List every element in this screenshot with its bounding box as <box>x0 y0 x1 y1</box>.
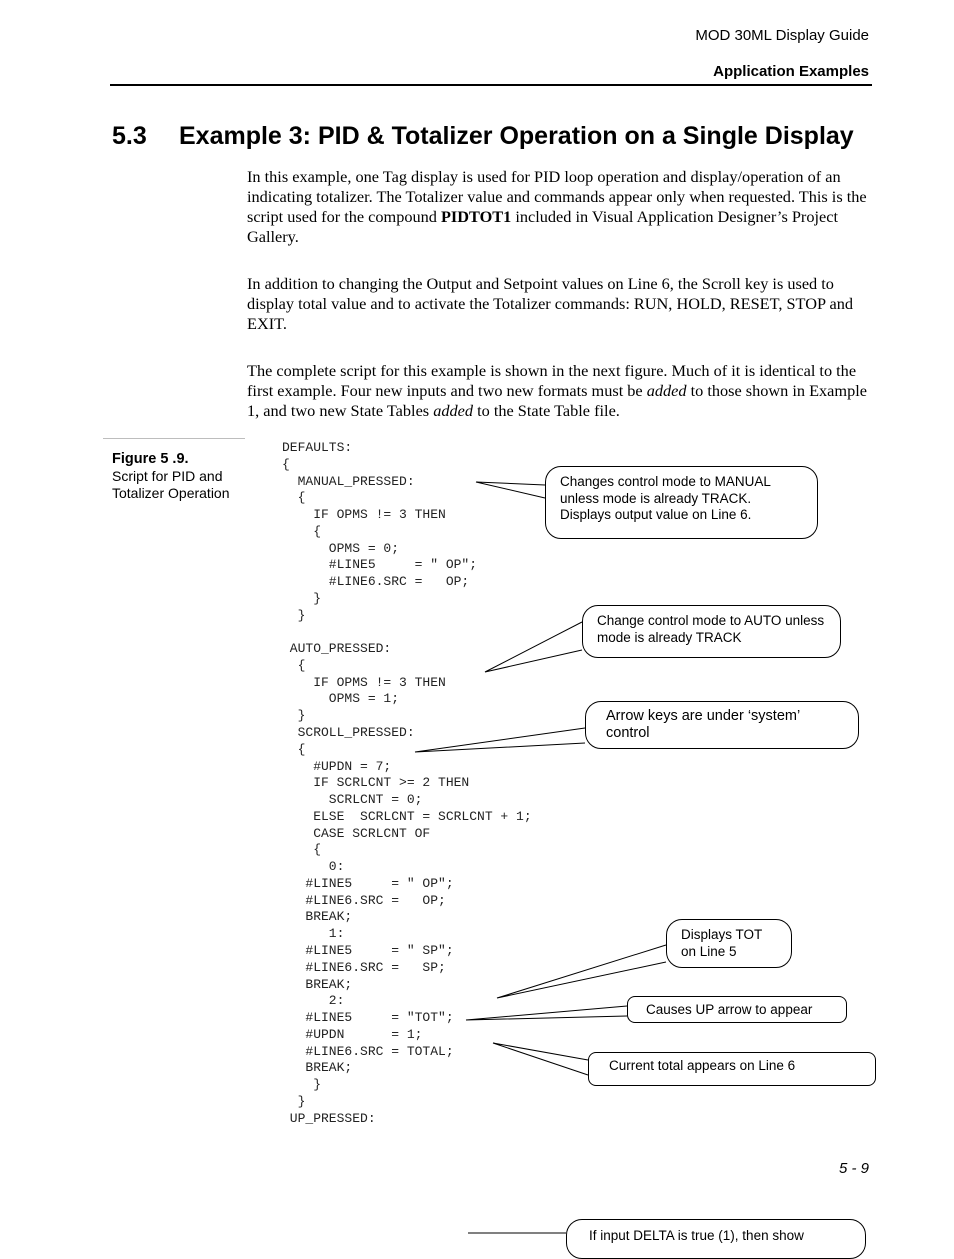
figure-caption: Script for PID and Totalizer Operation <box>112 468 230 501</box>
paragraph-text: The complete script for this example is shown in the next figure. Much of it is identical to the first example. Four new inputs and two new formats must be <box>247 361 857 400</box>
callout-text: Causes UP arrow to appear <box>646 1002 813 1017</box>
leader-scroll <box>415 728 585 752</box>
section-title: Example 3: PID & Totalizer Operation on a Single Display <box>179 122 854 150</box>
callout-text: Change control mode to AUTO unless mode is already TRACK <box>597 613 825 645</box>
leader-manual <box>476 482 545 498</box>
callout-text: Changes control mode to MANUAL unless mode is already TRACK. Displays output value on Line 6. <box>560 474 771 522</box>
chapter-title: Application Examples <box>713 63 869 80</box>
section-number: 5.3 <box>112 122 147 150</box>
script-listing: DEFAULTS: { MANUAL_PRESSED: { IF OPMS != 3 THEN { OPMS = 0; #LINE5 = " OP"; #LINE6.SRC = OP; } } AUTO_PRESSED: { IF OPMS != 3 THEN OPMS = 1; } SCROLL_PRESSED: { #UPDN = 7; IF SCRLCNT >= 2 THEN SCRLCNT = 0; ELSE SCRLCNT = SCRLCNT + 1; CASE SCRLCNT OF { 0: #LINE5 = " OP"; #LINE6.SRC = OP; BREAK; 1: #LINE5 = " SP"; #LINE6.SRC = SP; BREAK; 2: #LINE5 = "TOT"; #UPDN = 1; #LINE6.SRC = TOTAL; BREAK; } } UP_PRESSED: <box>282 440 532 1126</box>
callout-up-arrow <box>627 996 847 1023</box>
figure-label: Figure 5 .9. <box>112 451 189 467</box>
callout-auto <box>582 605 841 658</box>
paragraph-text: included in Visual Application Designer’s Project Gallery. <box>247 207 838 246</box>
leader-auto <box>485 622 582 672</box>
callout-text: Arrow keys are under ‘system’ control <box>606 708 800 741</box>
callout-text: Current total appears on Line 6 <box>609 1058 796 1073</box>
document-title: MOD 30ML Display Guide <box>695 27 869 44</box>
callout-tot <box>666 919 792 968</box>
paragraph-text: to those shown in Example 1, and two new State Tables <box>247 381 867 420</box>
callout-delta <box>566 1219 866 1259</box>
paragraph-text: In addition to changing the Output and Setpoint values on Line 6, the Scroll key is used to display total value and to activate the Totalizer commands: RUN, HOLD, RESET, STOP and EXIT. <box>247 274 853 333</box>
callout-total <box>588 1052 876 1086</box>
callout-arrow-keys <box>585 701 859 749</box>
callout-text: If input DELTA is true (1), then show <box>589 1228 804 1243</box>
leader-total <box>493 1043 588 1075</box>
paragraph-text: In this example, one Tag display is used for PID loop operation and display/operation of an indicating totalizer. The Totalizer value and commands appear only when requested. This is the script used for the compound <box>247 167 867 226</box>
emphasis: added <box>433 401 474 420</box>
callout-manual <box>545 466 818 539</box>
emphasis: added <box>646 381 687 400</box>
leader-updn <box>466 1006 627 1020</box>
leader-tot <box>497 945 666 998</box>
page-number: 5 - 9 <box>838 1160 869 1177</box>
paragraph-text: to the State Table file. <box>473 401 620 420</box>
callout-text: Displays TOT on Line 5 <box>681 927 763 959</box>
compound-name: PIDTOT1 <box>440 207 512 226</box>
